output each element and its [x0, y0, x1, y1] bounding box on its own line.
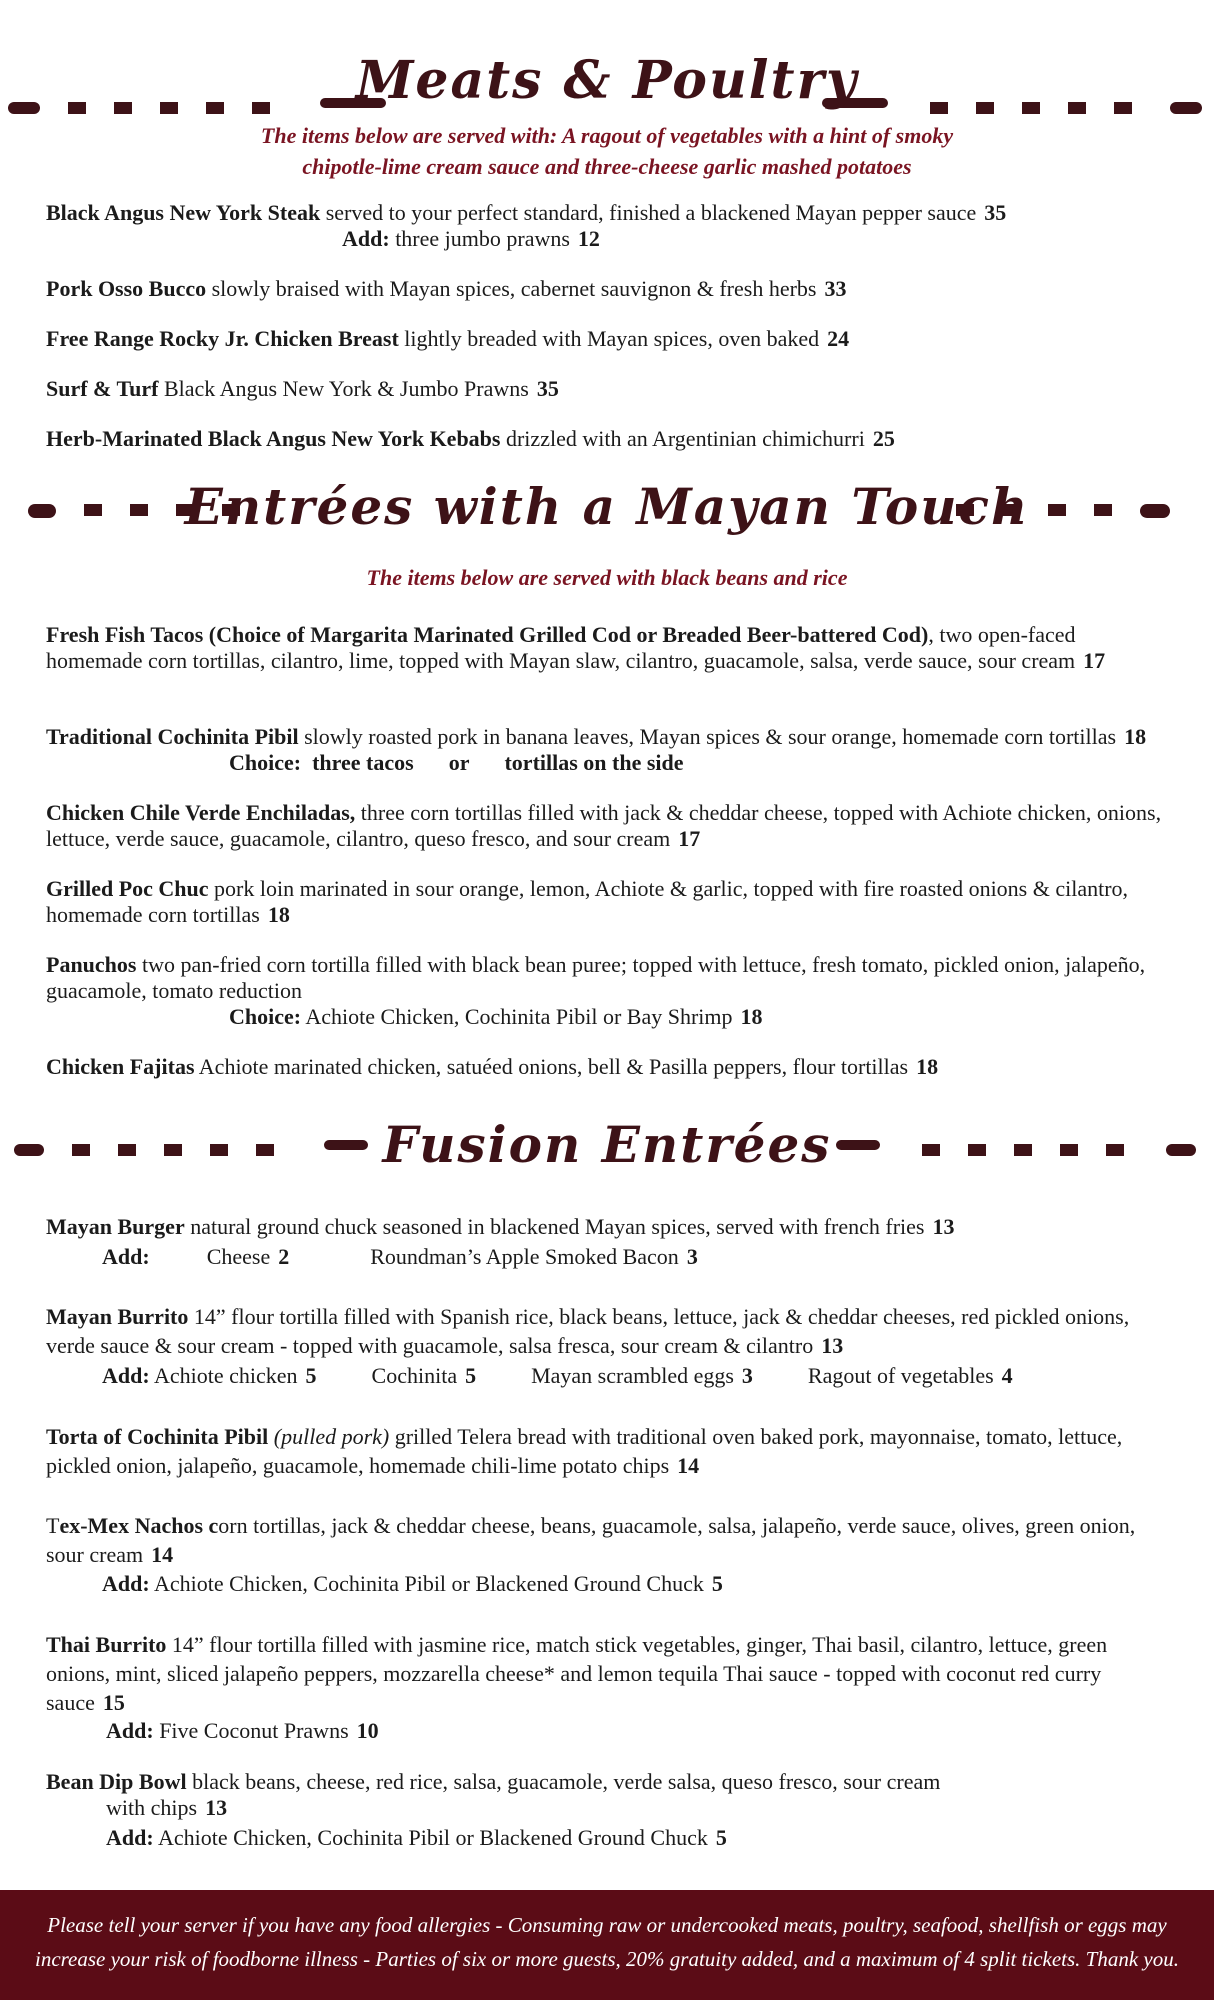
menu-item [46, 326, 1176, 352]
item-addon [106, 1825, 727, 1851]
item-name-initial: T [46, 1513, 60, 1538]
item-price: 17 [678, 826, 701, 851]
item-addons [102, 1244, 698, 1270]
addon-price: 5 [465, 1363, 477, 1388]
item-price: 35 [536, 376, 559, 401]
item-price: 18 [740, 1004, 763, 1029]
addon-text: Ragout of vegetables [807, 1363, 994, 1388]
item-description: orn tortillas, jack & cheddar cheese, beans, guacamole, salsa, jalapeño, verde sauce, olives, green onion, sour cream [46, 1513, 1136, 1567]
item-price: 14 [151, 1542, 174, 1567]
item-price: 33 [824, 276, 847, 301]
addon-text: Cheese [206, 1244, 271, 1269]
section-note-line: chipotle-lime cream sauce and three-cheese garlic mashed potatoes [302, 154, 912, 179]
item-name: Surf & Turf [46, 376, 159, 401]
section-note: The items below are served with black beans and rice [366, 565, 848, 590]
addon-text: Mayan scrambled eggs [531, 1363, 734, 1388]
item-description: drizzled with an Argentinian chimichurri [500, 426, 865, 451]
item-name: Pork Osso Bucco [46, 276, 207, 301]
item-price: 13 [932, 1214, 955, 1239]
item-description: natural ground chuck seasoned in blackened Mayan spices, served with french fries [184, 1214, 925, 1239]
item-description: 14” flour tortilla filled with jasmine rice, match stick vegetables, ginger, Thai basil, cilantro, lettuce, green onions, mint, sliced jalapeño peppers, mozzarella cheese* and lemon tequila Thai sauce - topped with coconut red curry sauce [46, 1632, 1108, 1715]
item-description: Black Angus New York & Jumbo Prawns [158, 376, 529, 401]
menu-item [46, 1511, 1176, 1569]
item-price: 13 [205, 1795, 228, 1820]
menu-item [46, 876, 1176, 928]
item-name: Mayan Burrito [46, 1304, 189, 1329]
item-description: lightly breaded with Mayan spices, oven baked [398, 326, 820, 351]
menu-item [46, 1054, 1176, 1080]
menu-item [46, 800, 1176, 852]
menu-item [46, 724, 1176, 750]
section-title-fusion: Fusion Entrées [382, 1115, 832, 1174]
item-name: Bean Dip Bowl [46, 1769, 187, 1794]
item-choice [229, 1004, 763, 1030]
item-addons [102, 1363, 1013, 1389]
addon-label: Add: [102, 1244, 150, 1269]
item-price: 35 [984, 200, 1007, 225]
menu-item [46, 1302, 1176, 1360]
item-name: Chicken Fajitas [46, 1054, 195, 1079]
item-description: , two open-faced homemade corn tortillas, cilantro, lime, topped with Mayan slaw, cilantro, guacamole, salsa, verde sauce, sour cream [46, 622, 1076, 673]
item-description: two pan-fried corn tortilla filled with black bean puree; topped with lettuce, fresh tomato, pickled onion, jalapeño, guacamole, tomato reduction [46, 952, 1146, 1003]
item-name: Free Range Rocky Jr. Chicken Breast [46, 326, 399, 351]
addon-price: 3 [741, 1363, 753, 1388]
menu-item [46, 952, 1176, 1004]
addon-price: 2 [278, 1244, 290, 1269]
menu-item [46, 1422, 1176, 1480]
addon-text: Achiote Chicken, Cochinita Pibil or Blackened Ground Chuck [149, 1571, 704, 1596]
menu-item [46, 1214, 1176, 1240]
addon-price: 10 [356, 1718, 379, 1743]
item-description: slowly roasted pork in banana leaves, Mayan spices & sour orange, homemade corn tortillas [298, 724, 1117, 749]
menu-item [46, 200, 1176, 226]
item-description-cont [106, 1795, 227, 1821]
menu-item [46, 1630, 1176, 1717]
item-name: Black Angus New York Steak [46, 200, 321, 225]
item-price: 15 [102, 1690, 125, 1715]
item-addon [106, 1718, 379, 1744]
choice-label: Choice: [229, 750, 302, 775]
menu-item [46, 276, 1176, 302]
item-price: 24 [827, 326, 850, 351]
section-header-fusion [0, 1100, 1214, 1210]
item-name: Traditional Cochinita Pibil [46, 724, 299, 749]
item-name: Grilled Poc Chuc [46, 876, 209, 901]
item-description: served to your perfect standard, finished a blackened Mayan pepper sauce [320, 200, 977, 225]
item-name: Herb-Marinated Black Angus New York Kebabs [46, 426, 501, 451]
item-name: ex-Mex Nachos c [59, 1513, 219, 1538]
addon-price: 4 [1001, 1363, 1013, 1388]
item-description: with chips [106, 1795, 198, 1820]
item-description: Achiote marinated chicken, satuéed onions, bell & Pasilla peppers, flour tortillas [194, 1054, 909, 1079]
addon-text: Cochinita [371, 1363, 458, 1388]
menu-item [46, 622, 1176, 674]
menu-item [46, 426, 1176, 452]
choice-or: or [448, 750, 470, 775]
item-description: 14” flour tortilla filled with Spanish rice, black beans, lettuce, jack & cheddar cheeses, red pickled onions, verde sauce & sour cream - topped with guacamole, salsa fresca, sour cream & cilantro [46, 1304, 1130, 1358]
addon-label: Add: [106, 1825, 154, 1850]
addon-label: Add: [106, 1718, 154, 1743]
item-price: 18 [1124, 724, 1147, 749]
item-description: three corn tortillas filled with jack & cheddar cheese, topped with Achiote chicken, onions, lettuce, verde sauce, guacamole, cilantro, queso fresco, and sour cream [46, 800, 1162, 851]
addon-price: 12 [577, 226, 600, 251]
item-price: 18 [916, 1054, 939, 1079]
item-name: Mayan Burger [46, 1214, 185, 1239]
addon-price: 5 [715, 1825, 727, 1850]
addon-price: 5 [711, 1571, 723, 1596]
addon-label: Add: [102, 1571, 150, 1596]
footer-line: Please tell your server if you have any food allergies - Consuming raw or undercooked meats, poultry, seafood, shellfish or eggs may [47, 1913, 1167, 1937]
allergy-footer [0, 1890, 1214, 2000]
item-price: 13 [821, 1333, 844, 1358]
item-price: 14 [677, 1453, 700, 1478]
section-note-line: The items below are served with: A ragout of vegetables with a hint of smoky [260, 123, 954, 148]
choice-text: Achiote Chicken, Cochinita Pibil or Bay Shrimp [301, 1004, 733, 1029]
addon-text: Five Coconut Prawns [153, 1718, 349, 1743]
item-price: 25 [872, 426, 895, 451]
item-choice [229, 750, 684, 776]
addon-price: 3 [686, 1244, 698, 1269]
item-name: Thai Burrito [46, 1632, 167, 1657]
addon-text: Achiote chicken [153, 1363, 298, 1388]
item-name-note: (pulled pork) [273, 1424, 390, 1449]
section-title-mayan: Entrées with a Mayan Touch [184, 477, 1030, 536]
addon-text: Achiote Chicken, Cochinita Pibil or Blackened Ground Chuck [153, 1825, 708, 1850]
menu-item [46, 1769, 1176, 1795]
item-description: black beans, cheese, red rice, salsa, guacamole, verde salsa, queso fresco, sour cream [186, 1769, 941, 1794]
addon-text: three jumbo prawns [389, 226, 570, 251]
item-name: Chicken Chile Verde Enchiladas, [46, 800, 356, 825]
item-addon [342, 226, 600, 252]
item-description: grilled Telera bread with traditional oven baked pork, mayonnaise, tomato, lettuce, pickled onion, jalapeño, guacamole, homemade chili-lime potato chips [46, 1424, 1123, 1478]
choice-option: three tacos [312, 750, 414, 775]
choice-option: tortillas on the side [504, 750, 684, 775]
addon-label: Add: [342, 226, 390, 251]
item-name: Torta of Cochinita Pibil [46, 1424, 269, 1449]
item-price: 17 [1083, 648, 1106, 673]
menu-item [46, 376, 1176, 402]
item-name: Fresh Fish Tacos (Choice of Margarita Marinated Grilled Cod or Breaded Beer-battered Cod) [46, 622, 929, 647]
addon-label: Add: [102, 1363, 150, 1388]
section-title-meats: Meats & Poultry [355, 50, 859, 111]
item-addon [102, 1571, 723, 1597]
footer-line: increase your risk of foodborne illness - Parties of six or more guests, 20% gratuity added, and a maximum of 4 split tickets. Thank you. [35, 1947, 1179, 1971]
item-description: pork loin marinated in sour orange, lemon, Achiote & garlic, topped with fire roasted onions & cilantro, homemade corn tortillas [46, 876, 1129, 927]
item-price: 18 [267, 902, 290, 927]
section-header-mayan [0, 458, 1214, 568]
choice-label: Choice: [229, 1004, 302, 1029]
addon-text: Roundman’s Apple Smoked Bacon [370, 1244, 679, 1269]
item-description: slowly braised with Mayan spices, cabernet sauvignon & fresh herbs [206, 276, 817, 301]
addon-price: 5 [305, 1363, 317, 1388]
item-name: Panuchos [46, 952, 137, 977]
